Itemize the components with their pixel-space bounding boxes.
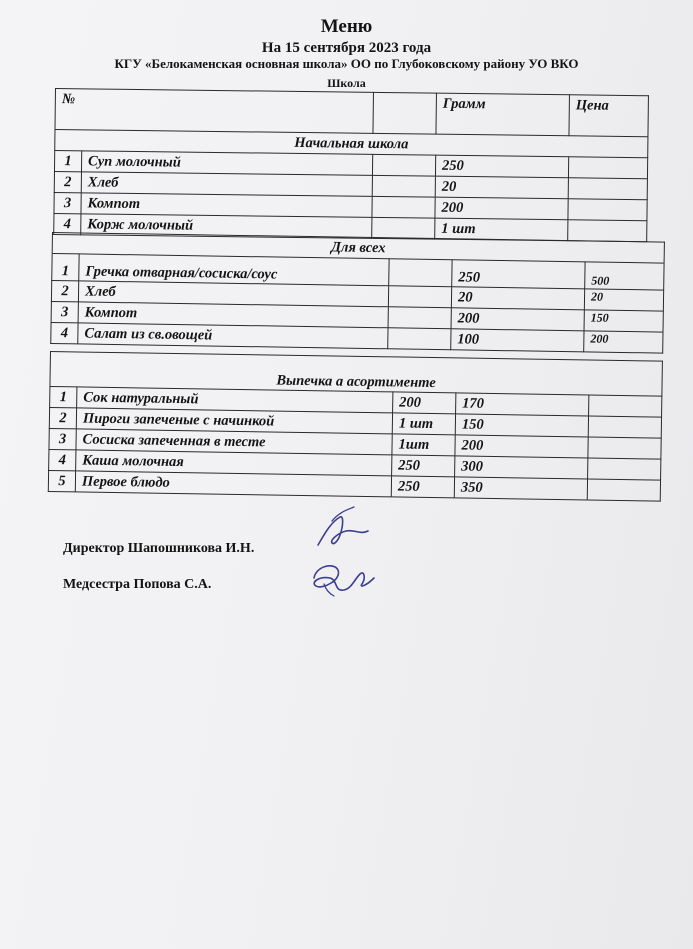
section-title: Выпечка а асортименте (50, 352, 662, 397)
row-grams: 250 (452, 260, 585, 289)
row-grams: 250 (392, 455, 455, 477)
row-name: Компот (81, 193, 372, 218)
row-grams: 20 (435, 176, 568, 199)
row-grams: 20 (451, 287, 584, 310)
header-price: Цена (569, 95, 648, 137)
row-num: 3 (49, 428, 76, 449)
row-price: 150 (455, 414, 588, 437)
row-price: 150 (584, 310, 663, 332)
row-grams: 200 (393, 392, 456, 414)
nurse-handwritten-signature (304, 556, 384, 604)
row-num: 1 (52, 254, 79, 281)
header-num: № (55, 89, 373, 134)
row-name: Суп молочный (81, 151, 372, 176)
row-grams: 250 (435, 155, 568, 178)
row-price: 200 (455, 435, 588, 458)
row-num: 3 (51, 301, 78, 322)
menu-table-all (50, 232, 665, 354)
row-name: Хлеб (78, 281, 388, 307)
row-price: 200 (584, 331, 663, 353)
row-grams: 1 шт (435, 218, 568, 241)
row-price: 500 (585, 262, 664, 290)
row-price: 170 (456, 393, 589, 416)
row-price: 300 (455, 456, 588, 479)
row-price (568, 199, 647, 221)
row-grams: 100 (451, 329, 584, 352)
row-num: 1 (50, 387, 77, 408)
row-num: 2 (54, 171, 81, 192)
row-price: 20 (584, 289, 663, 311)
menu-table-primary (53, 88, 649, 242)
row-price (568, 157, 647, 179)
nurse-signature-line: Медсестра Попова С.А. (63, 577, 212, 592)
row-name: Корж молочный (81, 214, 372, 239)
row-name: Сосиска запеченная в тесте (76, 429, 392, 455)
row-num: 4 (51, 322, 78, 343)
section-title: Начальная школа (55, 130, 648, 158)
row-name: Гречка отварная/сосиска/соус (79, 254, 389, 286)
row-name: Хлеб (81, 172, 372, 197)
director-handwritten-signature (310, 505, 380, 555)
row-grams: 200 (435, 197, 568, 220)
director-signature-line: Директор Шапошникова И.Н. (63, 541, 255, 556)
row-num: 1 (54, 151, 81, 172)
row-name: Пироги запеченые с начинкой (76, 408, 392, 434)
header-grams: Грамм (436, 93, 569, 136)
menu-title: Меню (320, 16, 373, 37)
row-name: Каша молочная (76, 450, 392, 476)
table-header-row (55, 89, 648, 137)
organization-name: КГУ «Белокаменская основная школа» ОО по Глубоковскому району УО ВКО (114, 56, 579, 71)
row-num: 2 (49, 408, 76, 429)
row-num: 4 (54, 213, 81, 234)
school-label: Школа (327, 76, 366, 90)
menu-date: На 15 сентября 2023 года (261, 40, 432, 56)
row-name: Салат из св.овощей (78, 323, 388, 349)
row-num: 2 (51, 281, 78, 302)
row-num: 3 (54, 192, 81, 213)
row-grams: 1шт (392, 434, 455, 456)
row-name: Компот (78, 302, 388, 328)
row-name: Сок натуральный (77, 387, 393, 413)
menu-table-pastry (48, 351, 663, 502)
row-name: Первое блюдо (75, 471, 391, 497)
row-num: 4 (49, 449, 76, 470)
row-grams: 250 (391, 476, 454, 498)
row-price (568, 220, 647, 242)
row-num: 5 (48, 470, 75, 491)
row-price (568, 178, 647, 200)
row-grams: 1 шт (392, 413, 455, 435)
section-title: Для всех (52, 233, 664, 264)
row-grams: 200 (451, 308, 584, 331)
row-price: 350 (454, 477, 587, 500)
